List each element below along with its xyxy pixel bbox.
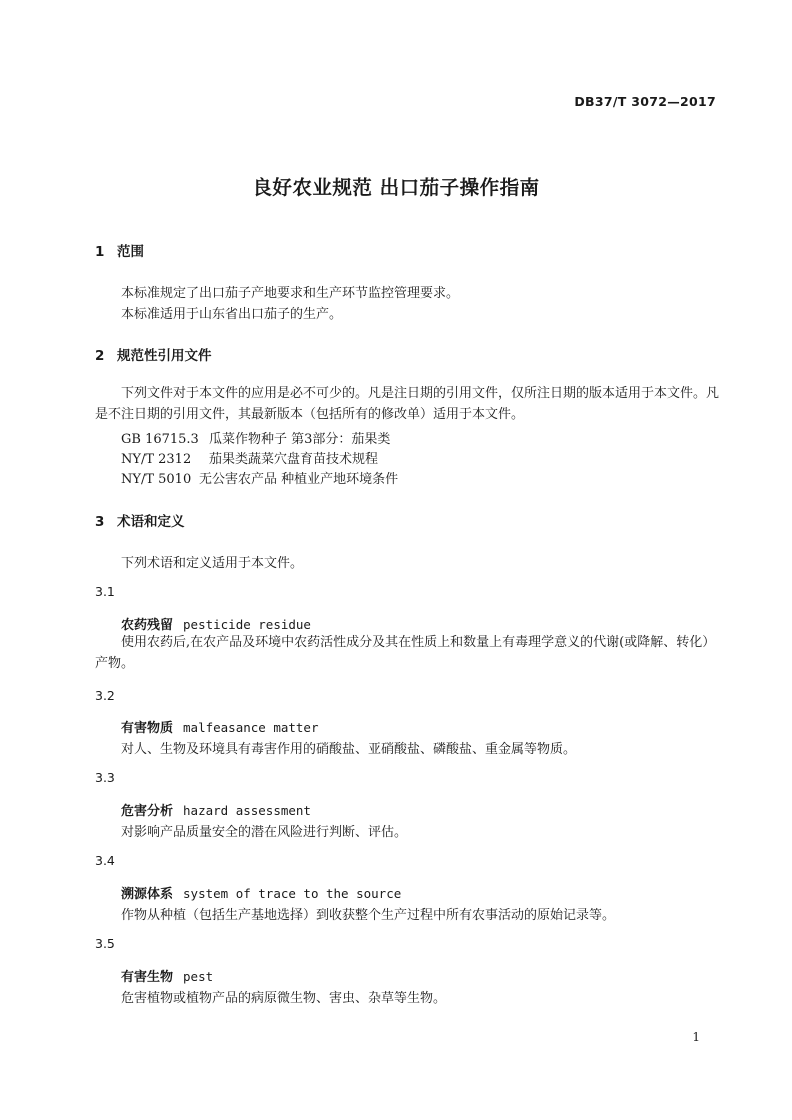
- reference-code: NY/T 5010: [121, 472, 192, 487]
- term-heading: [121, 883, 401, 902]
- term-definition: 对影响产品质量安全的潜在风险进行判断、评估。: [121, 825, 408, 840]
- section-heading-terms-definitions: [95, 510, 185, 530]
- reference-item: [121, 448, 378, 467]
- document-title: 良好农业规范 出口茄子操作指南: [252, 176, 540, 199]
- reference-title: 无公害农产品 种植业产地环境条件: [199, 472, 399, 487]
- reference-code: GB 16715.3: [121, 432, 199, 447]
- term-heading: [121, 614, 311, 633]
- term-zh: 有害生物: [121, 970, 174, 985]
- term-number: 3.4: [95, 853, 115, 868]
- section-title: 规范性引用文件: [117, 348, 212, 364]
- section-heading-scope: [95, 240, 144, 260]
- page-number: 1: [692, 1030, 700, 1044]
- term-zh: 农药残留: [121, 618, 174, 633]
- term-en: pesticide residue: [183, 617, 311, 632]
- section-number: 2: [95, 348, 105, 364]
- term-en: hazard assessment: [183, 803, 311, 818]
- term-number: 3.5: [95, 936, 115, 951]
- term-en: pest: [183, 969, 214, 984]
- section-number: 1: [95, 244, 105, 260]
- term-definition: 作物从种植（包括生产基地选择）到收获整个生产过程中所有农事活动的原始记录等。: [121, 908, 616, 923]
- term-heading: [121, 717, 318, 736]
- reference-item: [121, 468, 398, 487]
- document-code: DB37/T 3072—2017: [574, 94, 716, 109]
- term-number: 3.1: [95, 584, 115, 599]
- section-title: 术语和定义: [117, 514, 185, 530]
- term-en: malfeasance matter: [183, 720, 319, 735]
- term-en: system of trace to the source: [183, 886, 402, 901]
- term-zh: 危害分析: [121, 804, 174, 819]
- term-zh: 溯源体系: [121, 887, 174, 902]
- term-number: 3.3: [95, 770, 115, 785]
- section-heading-normative-references: [95, 344, 212, 364]
- scope-paragraph: 本标准适用于山东省出口茄子的生产。: [121, 307, 343, 322]
- term-zh: 有害物质: [121, 721, 174, 736]
- section-number: 3: [95, 514, 105, 530]
- reference-title: 茄果类蔬菜穴盘育苗技术规程: [209, 452, 379, 467]
- terms-intro: 下列术语和定义适用于本文件。: [121, 556, 304, 571]
- term-number: 3.2: [95, 688, 115, 703]
- term-definition: 使用农药后,在农产品及环境中农药活性成分及其在性质上和数量上有毒理学意义的代谢(或降解、转化）产物。: [95, 635, 716, 671]
- reference-title: 瓜菜作物种子 第3部分：茄果类: [209, 432, 391, 447]
- term-definition: 危害植物或植物产品的病原微生物、害虫、杂草等生物。: [121, 991, 447, 1006]
- reference-code: NY/T 2312: [121, 452, 192, 467]
- references-intro: 下列文件对于本文件的应用是必不可少的。凡是注日期的引用文件，仅所注日期的版本适用于本文件。凡是不注日期的引用文件，其最新版本（包括所有的修改单）适用于本文件。: [95, 386, 720, 422]
- section-title: 范围: [117, 244, 144, 260]
- term-heading: [121, 800, 311, 819]
- term-heading: [121, 966, 213, 985]
- term-definition: 对人、生物及环境具有毒害作用的硝酸盐、亚硝酸盐、磷酸盐、重金属等物质。: [121, 742, 577, 757]
- scope-paragraph: 本标准规定了出口茄子产地要求和生产环节监控管理要求。: [121, 286, 460, 301]
- reference-item: [121, 428, 390, 447]
